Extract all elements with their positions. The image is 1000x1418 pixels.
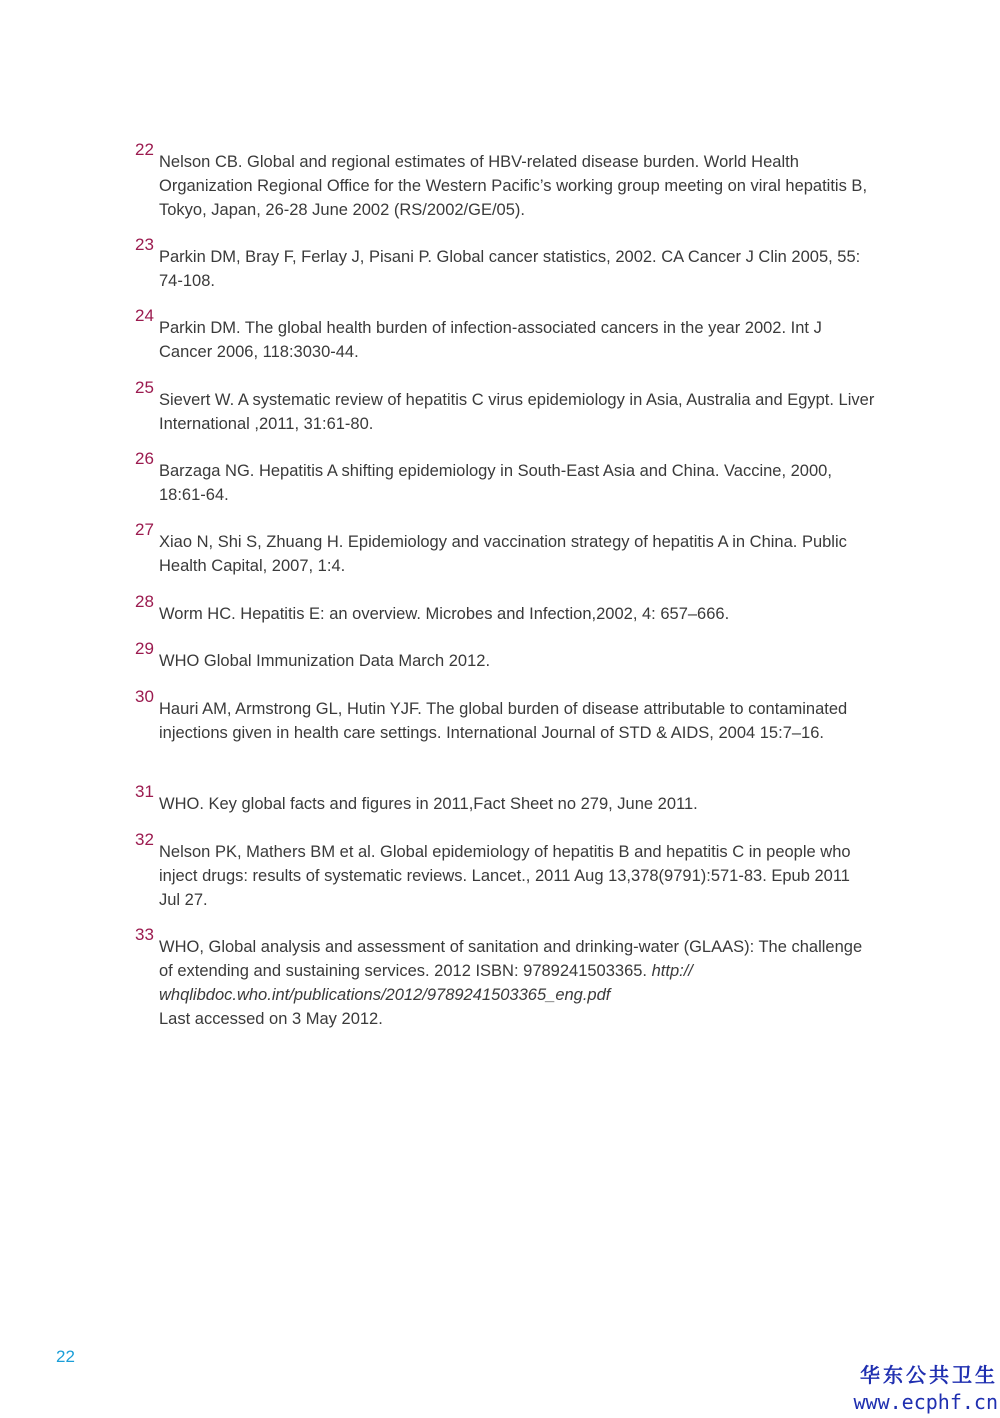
reference-number: 26 (135, 449, 154, 468)
reference-text: WHO Global Immunization Data March 2012. (159, 652, 491, 670)
reference-text: Parkin DM. The global health burden of infection-associated cancers in the year 2002. Int J Cancer 2006, 118:3030-44. (159, 319, 822, 361)
reference-number: 22 (135, 140, 154, 159)
reference-number: 24 (135, 306, 154, 325)
reference-item (135, 306, 875, 364)
reference-text: Nelson PK, Mathers BM et al. Global epidemiology of hepatitis B and hepatitis C in people who inject drugs: results of systematic reviews. Lancet., 2011 Aug 13,378(9791):571-83. Epub 2011 Jul 27. (159, 843, 851, 909)
reference-item (135, 140, 875, 222)
reference-text: Xiao N, Shi S, Zhuang H. Epidemiology and vaccination strategy of hepatitis A in China. Public Health Capital, 2007, 1:4. (159, 533, 847, 575)
reference-item (135, 687, 875, 745)
watermark (854, 1362, 999, 1416)
reference-text-body: WHO, Global analysis and assessment of sanitation and drinking-water (GLAAS): The challenge of extending and sustaining services. 2012 ISBN: 9789241503365. (159, 938, 863, 980)
reference-text: Parkin DM, Bray F, Ferlay J, Pisani P. Global cancer statistics, 2002. CA Cancer J Clin 2005, 55: 74-108. (159, 248, 861, 290)
reference-text (159, 935, 875, 1031)
reference-url: http:// whqlibdoc.who.int/publications/2012/9789241503365_eng.pdf (159, 962, 693, 1004)
watermark-url: www.ecphf.cn (853, 1390, 998, 1414)
reference-number: 28 (135, 592, 154, 611)
reference-text: WHO. Key global facts and figures in 2011,Fact Sheet no 279, June 2011. (159, 795, 698, 813)
reference-number: 23 (135, 235, 154, 254)
reference-item (135, 782, 875, 816)
reference-item (135, 925, 875, 1031)
reference-number: 27 (135, 520, 154, 539)
reference-item (135, 830, 875, 912)
reference-item (135, 592, 875, 626)
reference-number: 32 (135, 830, 154, 849)
reference-number: 31 (135, 782, 154, 801)
reference-number: 33 (135, 925, 154, 944)
page-number: 22 (56, 1347, 75, 1366)
reference-accessed-note: Last accessed on 3 May 2012. (159, 1010, 383, 1028)
reference-number: 30 (135, 687, 154, 706)
reference-text: Barzaga NG. Hepatitis A shifting epidemiology in South-East Asia and China. Vaccine, 2000, 18:61-64. (159, 462, 832, 504)
reference-text: Hauri AM, Armstrong GL, Hutin YJF. The global burden of disease attributable to contaminated injections given in health care settings. International Journal of STD & AIDS, 2004 15:7–16. (159, 700, 848, 742)
watermark-chinese-text: 华东公共卫生 (860, 1363, 998, 1387)
reference-text: Nelson CB. Global and regional estimates of HBV-related disease burden. World Health Organization Regional Office for the Western Pacific’s working group meeting on viral hepatitis B, Tokyo, Japan, 26-28 June 2002 (RS/2002/GE/05). (159, 153, 868, 219)
reference-item (135, 235, 875, 293)
reference-item (135, 449, 875, 507)
reference-item (135, 378, 875, 436)
reference-number: 29 (135, 639, 154, 658)
reference-number: 25 (135, 378, 154, 397)
reference-item (135, 520, 875, 578)
reference-text: Worm HC. Hepatitis E: an overview. Microbes and Infection,2002, 4: 657–666. (159, 605, 730, 623)
reference-item (135, 639, 875, 673)
reference-text: Sievert W. A systematic review of hepatitis C virus epidemiology in Asia, Australia and Egypt. Liver International ,2011, 31:61-80. (159, 391, 875, 433)
